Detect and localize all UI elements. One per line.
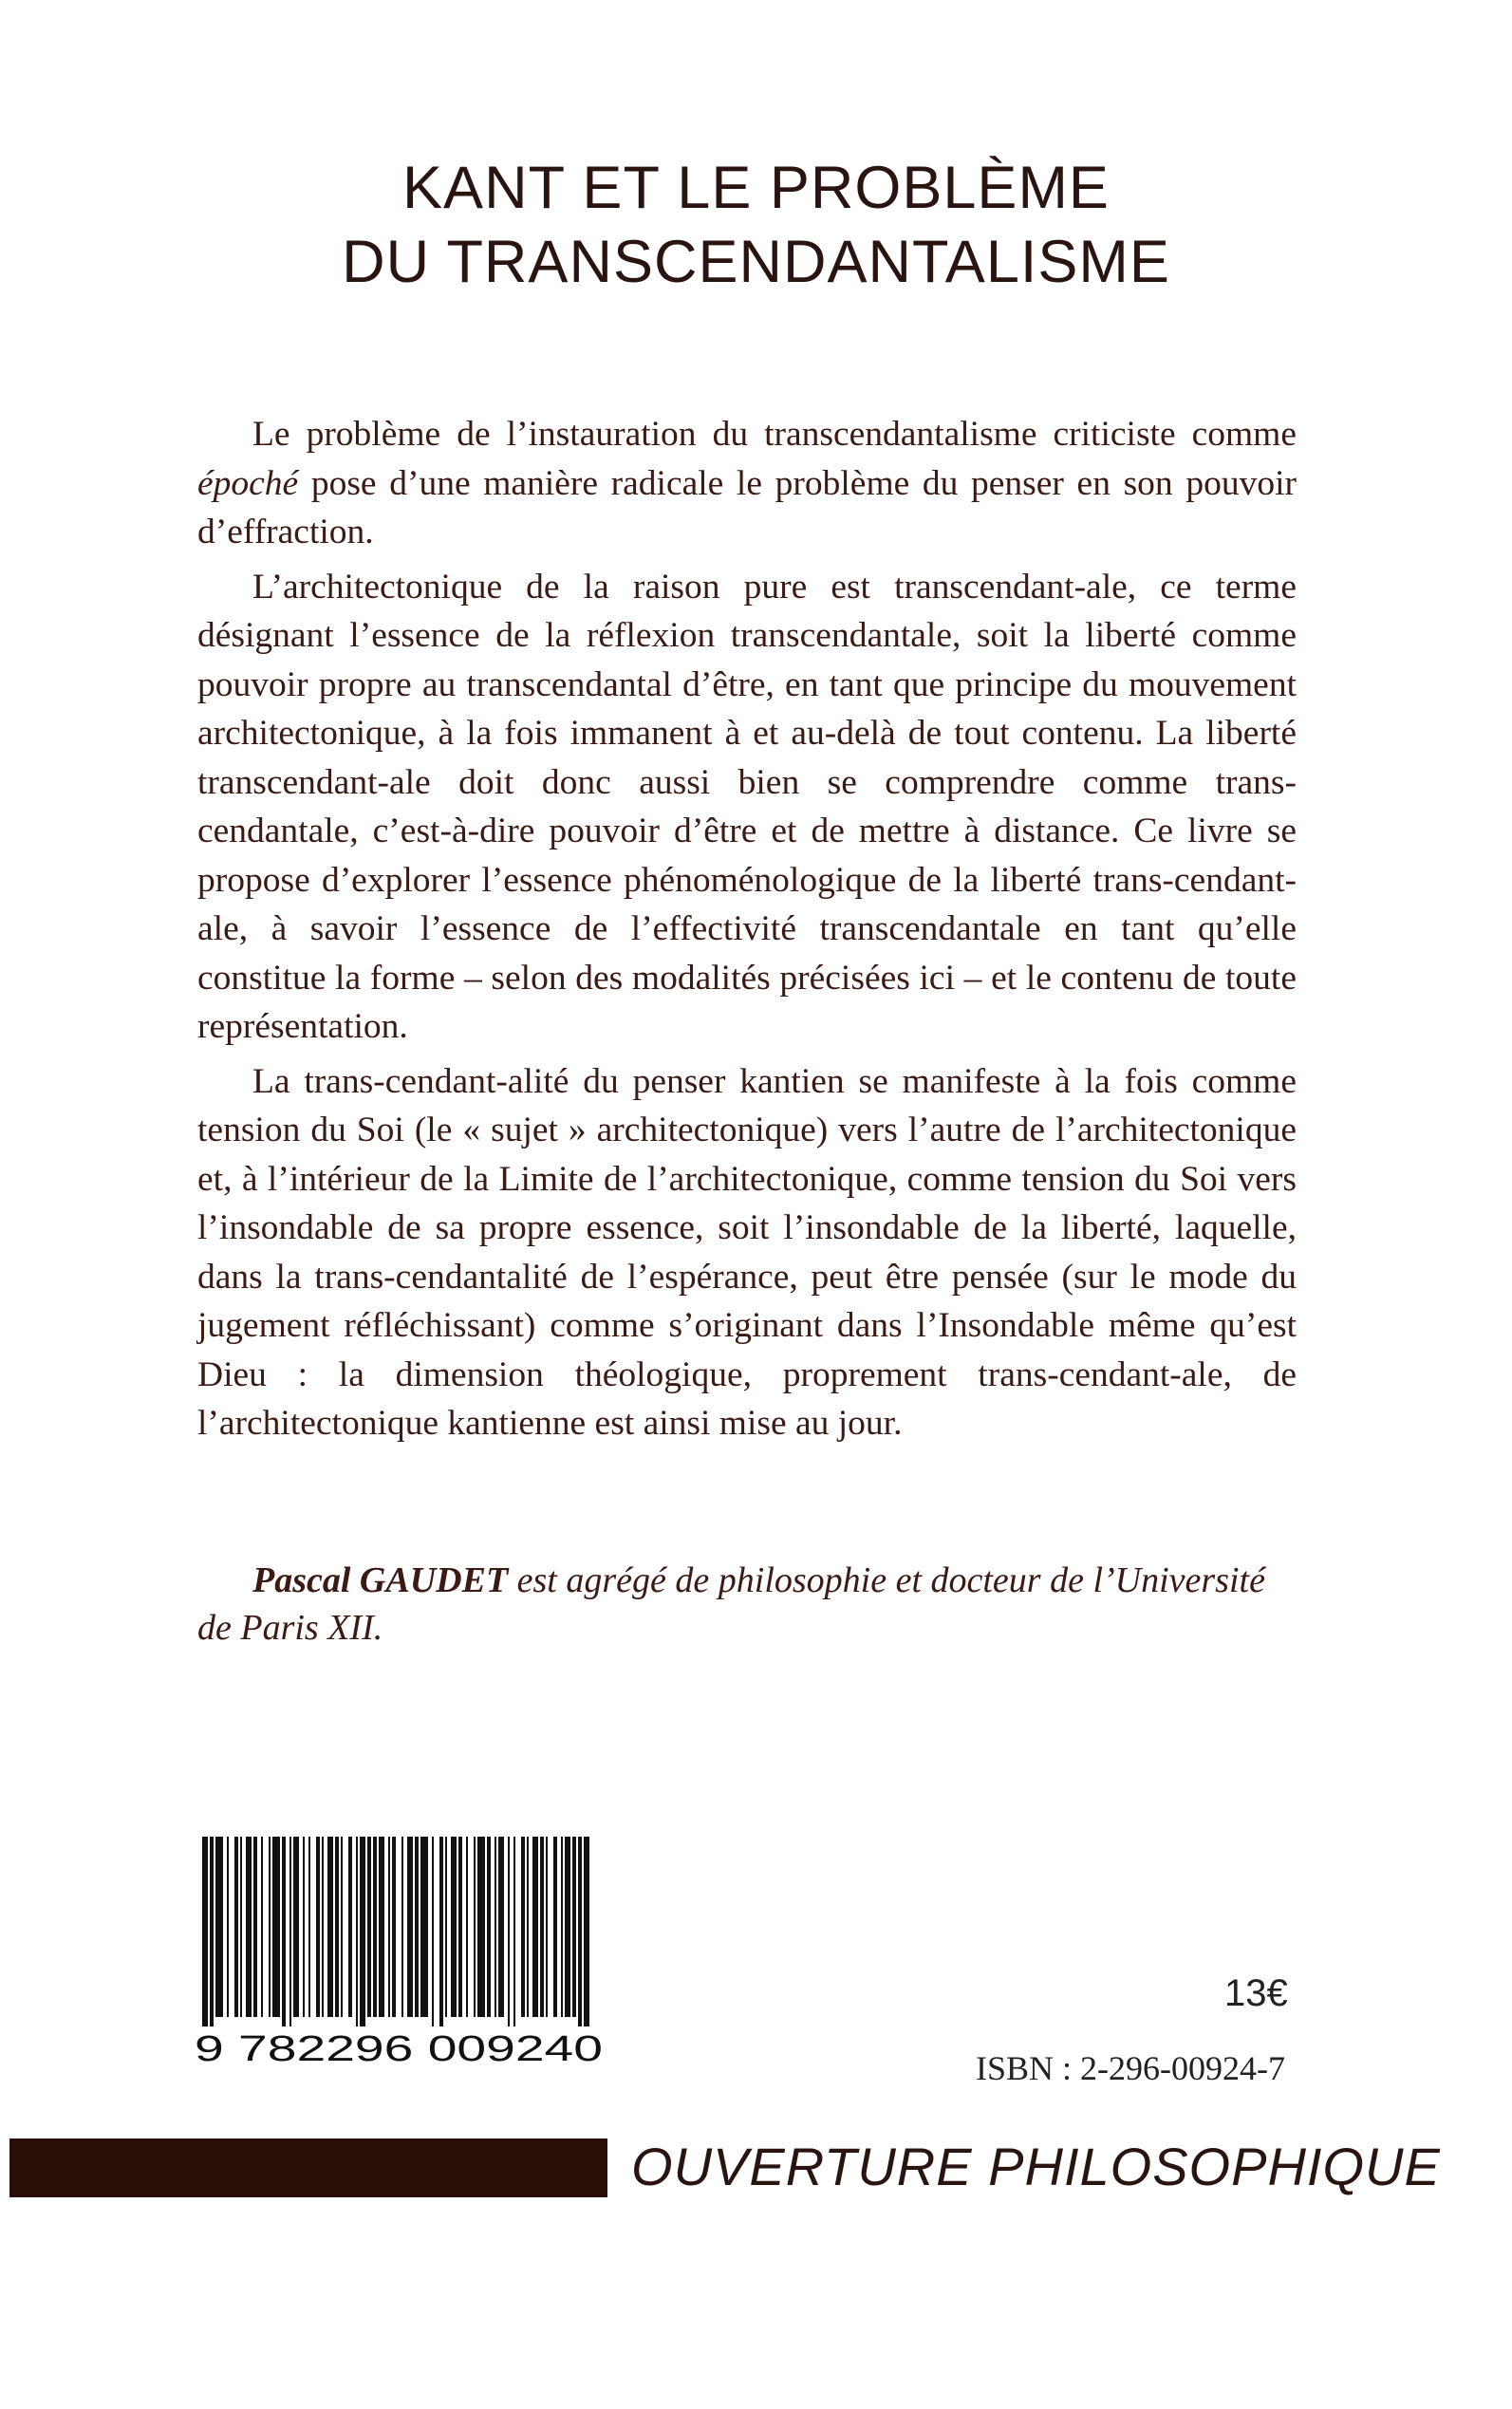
barcode-bar (348, 1837, 352, 2017)
collection-band (9, 2138, 607, 2197)
barcode-bar (360, 1837, 365, 2026)
blurb-p1-start: Le problème de l’instauration du transcendantalisme criticiste comme (252, 415, 1297, 454)
barcode-bar (308, 1837, 310, 2017)
barcode-bar (513, 1837, 515, 2026)
barcode-bar (466, 1837, 468, 2017)
barcode-bar (565, 1837, 570, 2017)
barcode-bar (215, 1837, 223, 2017)
barcode-bar (289, 1837, 291, 2026)
barcode-bar (527, 1837, 529, 2017)
barcode-bar (210, 1837, 214, 2026)
barcode-bar (521, 1837, 525, 2017)
barcode-bar (498, 1837, 504, 2017)
barcode-bar (335, 1837, 339, 2017)
blurb-p1-end: pose d’une manière radicale le problème du penser en son pouvoir d’effraction. (197, 463, 1297, 551)
blurb-p1-emphasis: époché (197, 463, 299, 503)
barcode-bar (432, 1837, 434, 2026)
isbn-number: ISBN : 2-296-00924-7 (976, 2049, 1285, 2087)
barcode-bar (269, 1837, 271, 2017)
barcode-bar (234, 1837, 238, 2017)
barcode-bar (439, 1837, 443, 2026)
barcode-bar (322, 1837, 324, 2017)
back-cover-blurb (197, 410, 1297, 1454)
barcode-bar (584, 1837, 589, 2026)
barcode-bar (202, 1837, 208, 2026)
barcode-bar (282, 1837, 286, 2026)
barcode-digits: 9 782296 009240 (195, 2029, 603, 2064)
barcode-bar (553, 1837, 557, 2017)
barcode-bar (261, 1837, 263, 2017)
isbn-barcode (195, 1837, 603, 2064)
barcode-bar (303, 1837, 305, 2017)
barcode-bar (356, 1837, 358, 2026)
barcode-bar (227, 1837, 229, 2017)
book-title-line-1: KANT ET LE PROBLÈME (402, 155, 1110, 221)
barcode-bar (474, 1837, 476, 2017)
barcode-bar (445, 1837, 447, 2017)
barcode-bar (401, 1837, 403, 2017)
blurb-paragraph-3: La trans-cendant-alité du penser kantien se manifeste à la fois comme tension du Soi (le « sujet » architectonique) vers l’autre de l’architectonique et, à l’intérieur de la Limite de l’architectonique, comme tension du Soi vers l’insondable de sa propre essence, soit l’insondable de la liberté, laquelle, dans la trans-cendantalité de l’espérance, peut être pensée (sur le mode du jugement réfléchissant) comme s’originant dans l’Insondable même qu’est Dieu : la dimension théologique, proprement trans-cendant-ale, de l’architectonique kantienne est ainsi mise au jour. (197, 1061, 1297, 1443)
barcode-bar (420, 1837, 428, 2017)
collection-word-2: HILOSOPHIQUE (1024, 2137, 1441, 2196)
barcode-bar (532, 1837, 538, 2017)
barcode-bar (341, 1837, 343, 2017)
barcode-bar (572, 1837, 576, 2017)
collection-name (631, 2134, 1441, 2200)
author-bio-text: est agrégé de philosophie et docteur de l’Université de Paris XII. (197, 1560, 1265, 1648)
barcode-bar (407, 1837, 413, 2017)
barcode-bar (367, 1837, 371, 2017)
barcode-bar (388, 1837, 390, 2017)
collection-o: O (631, 2137, 674, 2196)
barcode-bar (546, 1837, 548, 2017)
barcode-bar (458, 1837, 462, 2017)
barcode-bar (561, 1837, 563, 2017)
book-title-line-2: DU TRANSCENDANTALISME (342, 229, 1170, 295)
barcode-bar (508, 1837, 510, 2026)
barcode-bar (379, 1837, 384, 2017)
barcode-bar (392, 1837, 396, 2017)
barcode-bar (327, 1837, 333, 2017)
barcode-bar (253, 1837, 257, 2017)
author-bio (197, 1557, 1297, 1652)
blurb-paragraph-2: L’architectonique de la raison pure est transcendant-ale, ce terme désignant l’essence de la réflexion transcendantale, soit la liberté comme pouvoir propre au transcendantal d’être, en tant que principe du mouvement architectonique, à la fois immanent à et au-delà de tout contenu. La liberté transcendant-ale doit donc aussi bien se comprendre comme trans-cendantale, c’est-à-dire pouvoir d’être et de mettre à distance. Ce livre se propose d’explorer l’essence phénoménologique de la liberté trans-cendant-ale, à savoir l’essence de l’effectivité transcendantale en tant qu’elle constitue la forme – selon des modalités précisées ici – et le contenu de toute représentation. (197, 567, 1297, 1046)
barcode-bar (578, 1837, 582, 2026)
barcode-bar (477, 1837, 485, 2017)
barcode-bar (540, 1837, 544, 2017)
barcode-bar (373, 1837, 377, 2017)
price: 13€ (1224, 1972, 1288, 2014)
barcode-bar (415, 1837, 419, 2017)
collection-p: P (988, 2137, 1025, 2196)
blurb-paragraph-1 (197, 410, 1297, 557)
barcode-bar (495, 1837, 496, 2017)
barcode-bar (246, 1837, 252, 2017)
barcode-bar (451, 1837, 457, 2017)
barcode-bar (240, 1837, 242, 2017)
barcode-bar (272, 1837, 280, 2017)
collection-word-1: UVERTURE (673, 2137, 989, 2196)
author-name: Pascal GAUDET (252, 1560, 509, 1600)
barcode-bar (293, 1837, 299, 2017)
barcode-bar (316, 1837, 320, 2017)
barcode-bar (487, 1837, 491, 2017)
